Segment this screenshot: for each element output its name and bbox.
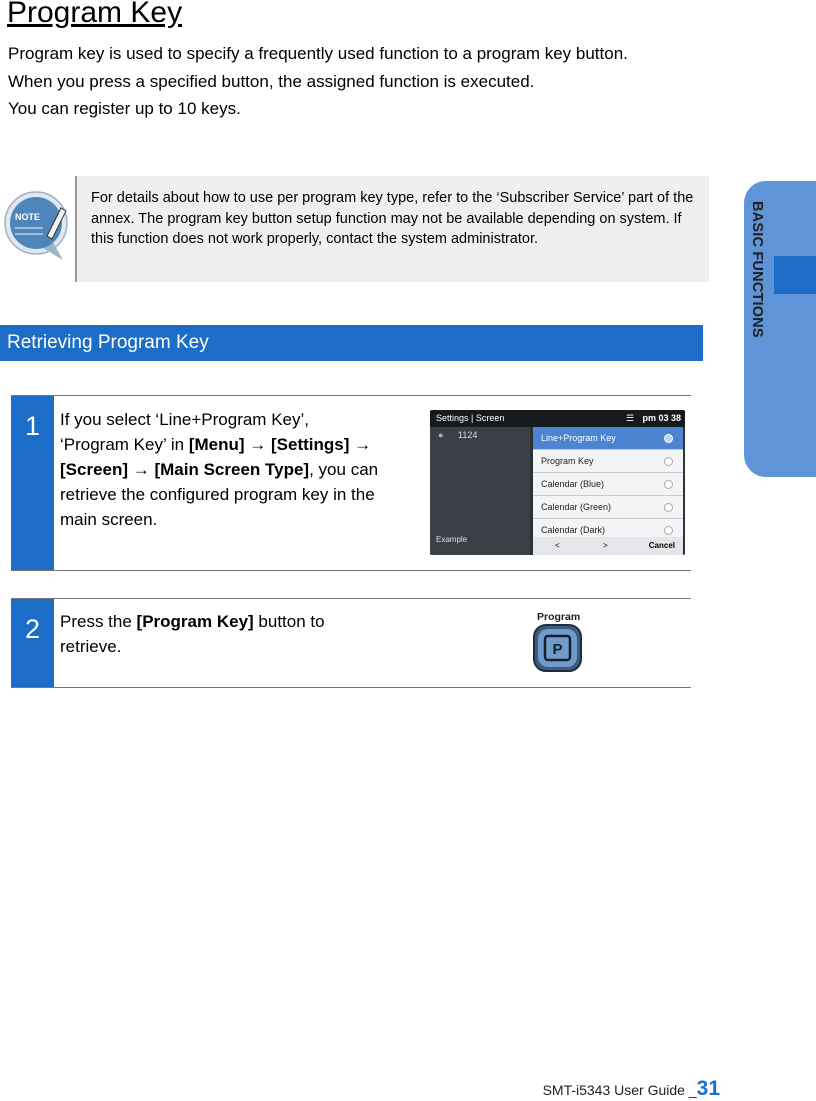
radio-icon xyxy=(664,526,673,535)
step-text-line: [Screen] → [Main Screen Type], you can xyxy=(60,460,379,479)
section-heading: Retrieving Program Key xyxy=(0,325,703,361)
step-instruction xyxy=(60,609,325,659)
intro-line: You can register up to 10 keys. xyxy=(8,99,241,118)
step-text-line: If you select ‘Line+Program Key’, xyxy=(60,410,309,429)
radio-icon xyxy=(664,434,673,443)
intro-line: Program key is used to specify a frequently used function to a program key button. xyxy=(8,44,628,63)
radio-icon xyxy=(664,503,673,512)
cancel-button[interactable]: Cancel xyxy=(648,541,675,550)
chapter-side-tab xyxy=(744,181,816,477)
screenshot-header xyxy=(430,410,685,427)
note-box xyxy=(75,176,709,282)
note-icon-label: NOTE xyxy=(15,212,41,222)
chapter-tab-highlight xyxy=(774,256,816,294)
page-number: 31 xyxy=(696,1077,720,1100)
step-text-line: Press the [Program Key] button to xyxy=(60,612,325,631)
step-number: 2 xyxy=(11,599,54,687)
screen-type-option[interactable]: Calendar (Dark) xyxy=(533,519,683,541)
program-key-button-image xyxy=(531,611,591,675)
next-button[interactable]: > xyxy=(603,541,608,550)
program-key-glyph: P xyxy=(552,641,563,658)
note-icon xyxy=(3,190,71,262)
screenshot-extension: 1124 xyxy=(458,430,478,440)
screenshot-title: Settings | Screen xyxy=(436,413,505,423)
screenshot-bottom-bar xyxy=(533,537,683,555)
screenshot-example: Example xyxy=(436,535,468,544)
program-key-icon xyxy=(532,623,583,673)
radio-icon xyxy=(664,457,673,466)
step-row xyxy=(11,395,691,571)
page-title: Program Key xyxy=(7,0,183,29)
prev-button[interactable]: < xyxy=(555,541,560,550)
chapter-label: BASIC FUNCTIONS xyxy=(749,201,765,338)
page-footer xyxy=(543,1077,720,1101)
wifi-icon: ☰ xyxy=(626,413,635,423)
screen-type-option[interactable]: Program Key xyxy=(533,450,683,473)
step-text-line: main screen. xyxy=(60,510,158,529)
step-text-line: ‘Program Key’ in [Menu] → [Settings] → xyxy=(60,435,372,454)
program-button-label: Program xyxy=(537,611,581,623)
step-text-line: retrieve the configured program key in the xyxy=(60,485,375,504)
note-text: For details about how to use per program key type, refer to the ‘Subscriber Service’ part of the annex. The program key button setup function may not be available depending on system. If this function does not work properly, contact the system administrator. xyxy=(91,190,694,247)
screen-type-option[interactable]: Calendar (Green) xyxy=(533,496,683,519)
screen-type-option[interactable]: Calendar (Blue) xyxy=(533,473,683,496)
screen-type-list xyxy=(533,427,683,537)
radio-icon xyxy=(664,480,673,489)
footer-guide: SMT-i5343 User Guide _ xyxy=(542,1082,697,1098)
intro-text xyxy=(8,40,628,123)
user-icon: ● xyxy=(438,430,444,440)
intro-line: When you press a specified button, the assigned function is executed. xyxy=(8,71,535,91)
step-instruction xyxy=(60,407,378,532)
step-row xyxy=(11,598,691,688)
screenshot-time: pm 03 38 xyxy=(642,413,681,423)
settings-screenshot xyxy=(430,410,685,555)
screenshot-left-panel xyxy=(430,427,530,555)
screen-type-option[interactable]: Line+Program Key xyxy=(533,427,683,450)
step-number: 1 xyxy=(11,396,54,570)
step-text-line: retrieve. xyxy=(60,637,122,656)
